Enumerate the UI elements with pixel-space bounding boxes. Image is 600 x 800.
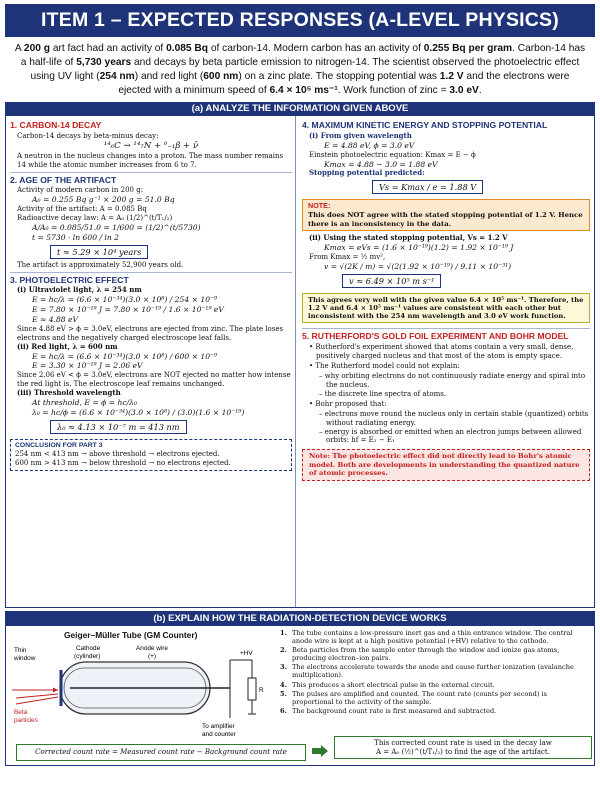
section-title: 3. PHOTOELECTRIC EFFECT [10, 274, 129, 285]
resistor [248, 678, 256, 700]
subheading: (iii) Threshold wavelength [17, 388, 121, 398]
conclusion-line: 600 nm > 413 nm → below threshold → no electrons ejected. [15, 459, 231, 468]
conclusion-title: CONCLUSION FOR PART 3 [15, 441, 103, 449]
label-anode: Anode wire [136, 645, 168, 653]
intro-work-function: 3.0 eV [449, 85, 479, 97]
section-title: 1. CARBON-14 DECAY [10, 120, 102, 131]
conclusion-line: 254 nm < 413 nm → above threshold → electrons ejected. [15, 450, 220, 459]
step-number: 4. [280, 680, 287, 689]
part-b-panel [5, 611, 595, 766]
bullet-text: Bohr proposed that: [315, 399, 387, 408]
section-title: 4. MAXIMUM KINETIC ENERGY AND STOPPING POTENTIAL [302, 120, 548, 131]
intro-text: . [478, 85, 482, 97]
label-counter: and counter [202, 731, 236, 739]
inconsistency-note [302, 199, 590, 231]
intro-half-life: 5,730 years [76, 57, 132, 69]
text-line: Since 4.88 eV > ϕ = 3.0eV, electrons are ejected from zinc. The plate loses electrons and the negatively charged electroscope leaf falls. [17, 324, 284, 342]
equation: E = hc/λ = (6.6 × 10⁻³⁴)(3.0 × 10⁸) / 600 × 10⁻⁹ [32, 351, 218, 361]
section-title: 5. RUTHERFORD'S GOLD FOIL EXPERIMENT AND BOHR MODEL [302, 331, 569, 342]
step-item [280, 707, 590, 715]
equation: λ₀ = hc/ϕ = (6.6 × 10⁻³⁴)(3.0 × 10⁸) / (3.0)(1.6 × 10⁻¹⁹) [32, 408, 245, 418]
bullet-text: Rutherford's experiment showed that atoms contain a very small, dense, positively charged nucleus and that most of the atom is empty space. [315, 342, 574, 360]
section-title: 2. AGE OF THE ARTIFACT [10, 174, 117, 185]
sub-item: – electrons move round the nucleus only in certain stable (quantized) orbits without radiating energy. [319, 409, 589, 427]
bullet-item: • Bohr proposed that: [309, 399, 387, 408]
decay-law-text: This corrected count rate is used in the decay law [374, 739, 552, 748]
arrowhead [53, 688, 58, 693]
step-text: This produces a short electrical pulse in the external circuit. [292, 680, 495, 689]
text-line: Activity of the artifact: A = 0.085 Bq [17, 205, 147, 214]
equation: v = √(2K / m) = √(2(1.92 × 10⁻¹⁹) / 9.11 × 10⁻³¹) [324, 261, 512, 271]
intro-text: and the electrons were ejected with a minimum speed of [118, 71, 570, 97]
right-column [297, 116, 594, 607]
step-number: 2. [280, 646, 287, 655]
step-number: 3. [280, 663, 287, 672]
text-line: A neutron in the nucleus changes into a proton. The mass number remains 14 while the atomic number increases from 6 to 7. [17, 151, 284, 169]
step-text: The pulses are amplified and counted. The count rate (counts per second) is proportional to the activity of the sample. [292, 689, 548, 706]
intro-text: and decays by beta particle emission to nitrogen-14. The scientist observed the photoelectric effect using UV light ( [30, 57, 580, 83]
label-amplifier: To amplifier [202, 723, 235, 731]
equation: E = 4.88 eV, ϕ = 3.0 eV [324, 140, 415, 150]
text-line: Radioactive decay law: A = A₀ (1/2)^(t/T₁/₂) [17, 214, 173, 223]
subheading: Stopping potential predicted: [309, 168, 425, 178]
sub-item: – energy is absorbed or emitted when an electron jumps between allowed orbits: hf = E₂ − E₁ [319, 427, 582, 445]
intro-text: . Carbon-14 has a half-life of [20, 43, 586, 69]
subheading: (i) From given wavelength [309, 130, 412, 140]
left-column [6, 116, 296, 607]
conclusion-box [10, 439, 292, 471]
speed-result-box: v ≈ 6.49 × 10⁵ m s⁻¹ [342, 274, 441, 288]
equation: E = 7.80 × 10⁻¹⁹ J = 7.80 × 10⁻¹⁹ / 1.6 × 10⁻¹⁹ eV [32, 305, 224, 314]
step-text: The electrons accelerate towards the anode and cause further ionization (avalanche multiplication). [292, 663, 574, 680]
gm-tube-diagram [12, 642, 274, 740]
part-a-panel [5, 116, 595, 608]
sub-item: – the discrete line spectra of atoms. [319, 389, 447, 398]
intro-text: ) and red light ( [134, 71, 204, 83]
text-line: Einstein photoelectric equation: Kmax = E − ϕ [309, 150, 476, 159]
beta-ray [16, 694, 58, 698]
sub-text: energy is absorbed or emitted when an electron jumps between allowed orbits: hf = E₂ − E₁ [324, 427, 582, 445]
intro-text: of carbon-14. Modern carbon has an activity of [207, 43, 424, 54]
text-line: From Kmax = ½ mv², [309, 252, 386, 261]
step-text: Beta particles from the sample enter through the window and ionize gas atoms, producing electron–ion pairs. [292, 646, 560, 663]
decay-equation: ¹⁴₆C → ¹⁴₇N + ⁰₋₁β + ν̄ [103, 140, 199, 151]
sub-text: the discrete line spectra of atoms. [324, 389, 447, 398]
intro-speed: 6.4 × 10⁵ ms⁻¹ [269, 85, 338, 97]
beta-ray [16, 697, 58, 704]
label-cathode: Cathode [76, 645, 101, 653]
sub-text: why orbiting electrons do not continuously radiate energy and spiral into the nucleus. [324, 371, 586, 389]
intro-modern-activity: 0.255 Bq per gram [423, 43, 513, 54]
agreement-note: This agrees very well with the given value 6.4 × 10⁵ ms⁻¹. Therefore, the 1.2 V and 6.4 × 10⁵ ms⁻¹ values are consistent with each other but inconsistent with the 254 nm wavelength and 3.0 eV work function. [302, 293, 590, 324]
section-rutherford-bohr [302, 331, 590, 480]
step-number: 1. [280, 629, 287, 638]
section-kinetic-energy [302, 120, 590, 329]
label-plus: (+) [148, 653, 156, 661]
equation: A/A₀ = 0.085/51.0 = 1/600 = (1/2)^(t/5730) [32, 223, 201, 233]
bullet-text: The Rutherford model could not explain: [315, 361, 460, 370]
text-line: The artifact is approximately 52,900 years old. [17, 260, 184, 269]
intro-text: A [14, 43, 24, 54]
intro-uv-wavelength: 254 nm [99, 71, 135, 83]
label-window: window [14, 655, 36, 663]
equation: t = 5730 · ln 600 / ln 2 [32, 232, 119, 242]
gm-steps-list [280, 629, 590, 715]
label-particles: particles [14, 717, 38, 725]
bullet-item: • The Rutherford model could not explain: [309, 361, 460, 370]
label-thin: Thin [14, 647, 27, 655]
equation: At threshold, E = ϕ = hc/λ₀ [32, 398, 138, 408]
step-text: The background count rate is first measured and subtracted. [292, 706, 497, 715]
bullet-item: • Rutherford's experiment showed that atoms contain a very small, dense, positively charged nucleus and that most of the atom is empty space. [309, 342, 574, 360]
subheading: (i) Ultraviolet light, λ = 254 nm [17, 285, 142, 295]
label-cylinder: (cylinder) [74, 653, 101, 661]
equation: E = hc/λ = (6.6 × 10⁻³⁴)(3.0 × 10⁸) / 254 × 10⁻⁹ [32, 295, 218, 305]
equation: A₀ = 0.255 Bq g⁻¹ × 200 g = 51.0 Bq [32, 195, 175, 205]
step-item [280, 681, 590, 689]
text-line: Since 2.06 eV < ϕ = 3.0eV, electrons are NOT ejected no matter how intense the red light is. The electroscope leaf remains unchanged. [17, 371, 291, 389]
equation: Kmax = 4.88 − 3.0 = 1.88 eV [324, 159, 438, 169]
section-carbon-decay [10, 120, 292, 173]
intro-mass: 200 g [23, 43, 50, 54]
equation: E ≈ 4.88 eV [32, 314, 79, 324]
intro-text: art fact had an activity of [49, 43, 167, 54]
bohr-note: Note: The photoelectric effect did not directly lead to Bohr's atomic model. Both are developments in understanding the quantized nature of atomic processes. [302, 449, 590, 480]
page-title: ITEM 1 – EXPECTED RESPONSES (A-LEVEL PHYSICS) [5, 4, 595, 37]
step-item [280, 629, 590, 645]
step-number: 6. [280, 706, 287, 715]
label-beta: Beta [14, 709, 28, 717]
intro-red-wavelength: 600 nm [203, 71, 239, 83]
text-line: Activity of modern carbon in 200 g: [17, 186, 144, 195]
equation: E = 3.30 × 10⁻¹⁹ J = 2.06 eV [32, 361, 143, 371]
stopping-potential-box: Vs = Kmax / e = 1.88 V [372, 180, 483, 194]
section-artifact-age [10, 175, 292, 273]
intro-stopping-potential: 1.2 V [439, 71, 464, 83]
label-hv: +HV [240, 650, 253, 658]
problem-statement [5, 37, 595, 102]
step-item [280, 690, 590, 706]
section-photoelectric [10, 275, 292, 471]
threshold-result-box: λ₀ ≈ 4.13 × 10⁻⁷ m = 413 nm [50, 420, 187, 434]
part-b-header: (b) EXPLAIN HOW THE RADIATION-DETECTION DEVICE WORKS [6, 612, 594, 626]
part-a-header: (a) ANALYZE THE INFORMATION GIVEN ABOVE [5, 102, 595, 116]
sub-item: – why orbiting electrons do not continuously radiate energy and spiral into the nucleus. [319, 371, 586, 389]
intro-text: . Work function of zinc = [337, 85, 450, 97]
note-text: This does NOT agree with the stated stopping potential of 1.2 V. Hence there is an inconsistency in the data. [308, 211, 583, 228]
decay-law-box [334, 736, 592, 759]
subheading: (ii) Red light, λ = 600 nm [17, 341, 118, 351]
text-line: Carbon-14 decays by beta-minus decay: [17, 131, 159, 140]
label-r: R [259, 687, 264, 695]
decay-law-text: A = A₀ (½)^(t/T₁/₂) to find the age of the artifact. [376, 747, 550, 756]
subheading: (ii) Using the stated stopping potential, Vs = 1.2 V [309, 233, 508, 242]
step-number: 5. [280, 689, 287, 698]
right-arrow-icon [312, 745, 328, 757]
intro-text: ) on a zinc plate. The stopping potential was [238, 71, 440, 83]
step-item [280, 663, 590, 679]
corrected-count-box: Corrected count rate = Measured count rate − Background count rate [16, 744, 306, 761]
age-result-box: t ≈ 5.29 × 10⁴ years [50, 245, 148, 259]
sub-text: electrons move round the nucleus only in certain stable (quantized) orbits without radiating energy. [324, 409, 589, 427]
note-title: NOTE: [308, 201, 331, 211]
step-text: The tube contains a low-pressure inert gas and a thin entrance window. The central anode wire is kept at a high positive potential (+HV) relative to the cathode. [292, 629, 573, 646]
intro-activity: 0.085 Bq [166, 43, 208, 54]
gm-diagram-title: Geiger–Müller Tube (GM Counter) [64, 630, 198, 641]
equation: Kmax = eVs = (1.6 × 10⁻¹⁹)(1.2) = 1.92 × 10⁻¹⁹ J [324, 242, 514, 252]
step-item [280, 646, 590, 662]
